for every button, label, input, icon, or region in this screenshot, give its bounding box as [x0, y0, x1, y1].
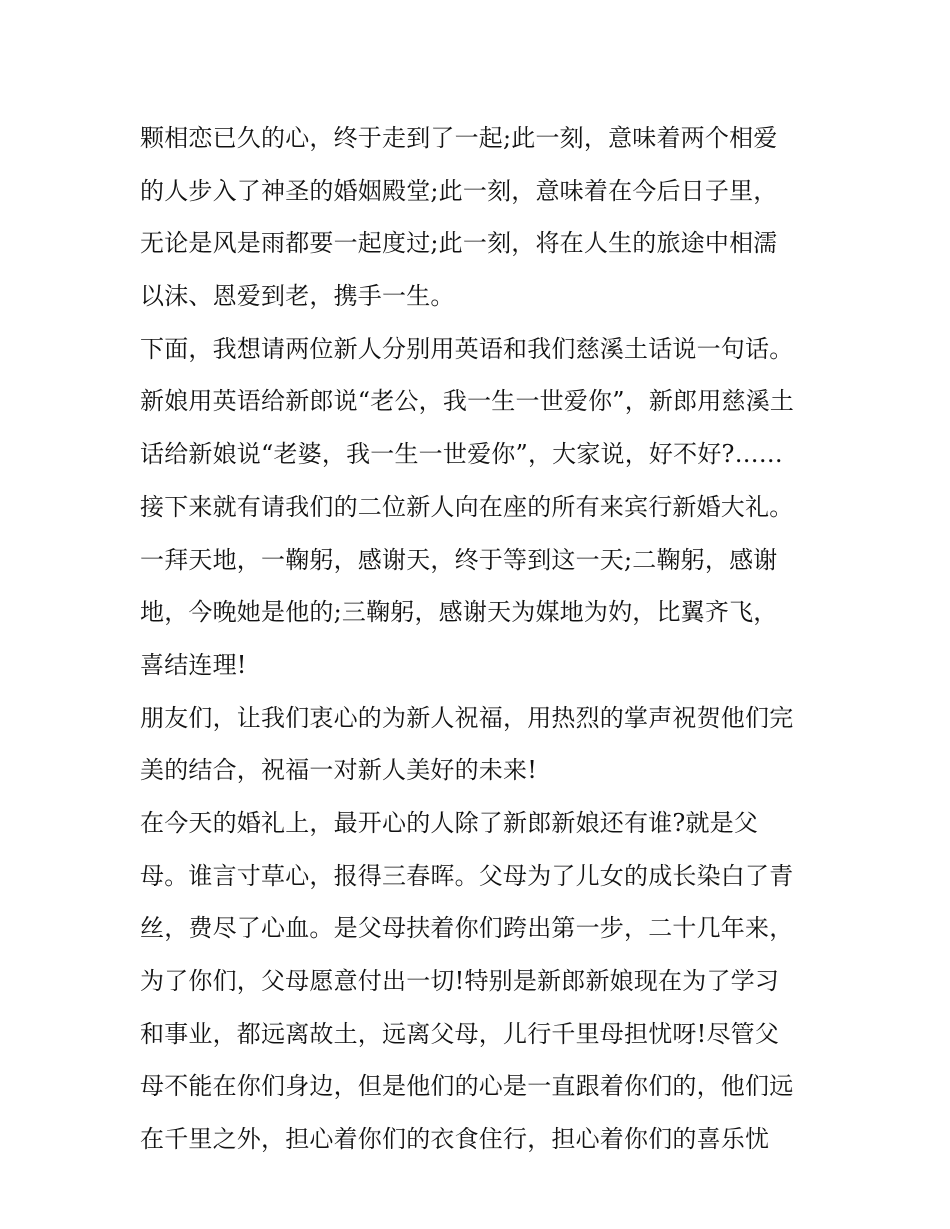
- text-line: 母。谁言寸草心，报得三春晖。父母为了儿女的成长染白了青: [140, 861, 794, 890]
- text-line: 美的结合，祝福一对新人美好的未来!: [140, 756, 538, 785]
- text-line: 的人步入了神圣的婚姻殿堂;此一刻，意味着在今后日子里，: [140, 176, 778, 205]
- text-line: 为了你们，父母愿意付出一切!特别是新郎新娘现在为了学习: [140, 967, 780, 995]
- text-line: 下面，我想请两位新人分别用英语和我们慈溪土话说一句话。: [140, 334, 794, 363]
- text-line: 接下来就有请我们的二位新人向在座的所有来宾行新婚大礼。: [140, 492, 794, 521]
- text-line: 和事业，都远离故土，远离父母，儿行千里母担忧呀!尽管父: [140, 1019, 780, 1048]
- text-line: 以沫、恩爱到老，携手一生。: [140, 282, 455, 311]
- text-line: 无论是风是雨都要一起度过;此一刻，将在人生的旅途中相濡: [140, 229, 778, 258]
- text-line: 地，今晚她是他的;三鞠躬，感谢天为媒地为妁，比翼齐飞，: [140, 598, 778, 627]
- text-line: 一拜天地，一鞠躬，感谢天，终于等到这一天;二鞠躬，感谢: [140, 545, 778, 574]
- text-line: 丝，费尽了心血。是父母扶着你们跨出第一步，二十几年来，: [140, 914, 794, 943]
- text-line: 母不能在你们身边，但是他们的心是一直跟着你们的，他们远: [140, 1072, 794, 1101]
- text-line: 朋友们，让我们衷心的为新人祝福，用热烈的掌声祝贺他们完: [140, 703, 794, 732]
- text-line: 在千里之外，担心着你们的衣食住行，担心着你们的喜乐忧: [140, 1125, 770, 1154]
- document-body: [140, 112, 830, 1166]
- text-line: 喜结连理!: [140, 650, 247, 679]
- text-line: 颗相恋已久的心，终于走到了一起;此一刻，意味着两个相爱: [140, 124, 778, 152]
- text-line: 在今天的婚礼上，最开心的人除了新郎新娘还有谁?就是父: [140, 808, 759, 837]
- text-line: 新娘用英语给新郎说“老公，我一生一世爱你”，新郎用慈溪土: [140, 387, 795, 416]
- text-line: 话给新娘说“老婆，我一生一世爱你”，大家说，好不好?……: [140, 440, 784, 469]
